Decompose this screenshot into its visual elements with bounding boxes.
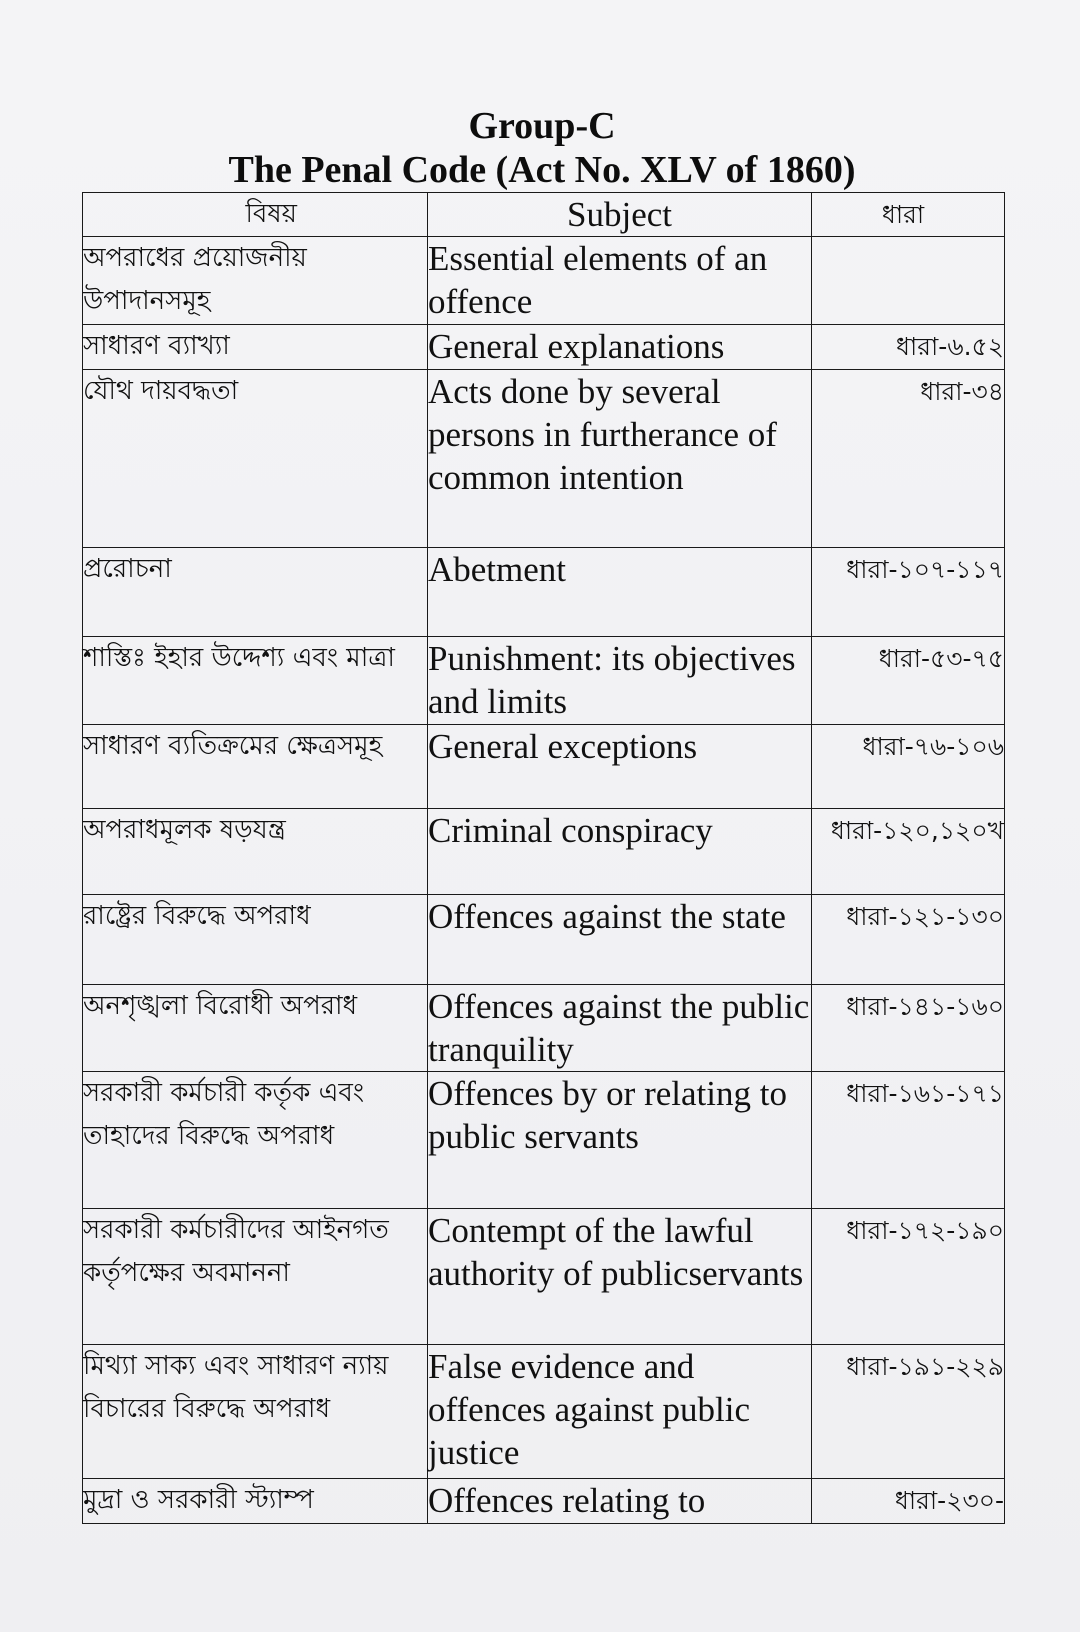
row-section: ধারা-৬.৫২ (812, 325, 1005, 370)
row-section: ধারা-১৭২-১৯০ (812, 1209, 1005, 1345)
row-bengali-topic: অপরাধের প্রয়োজনীয় উপাদানসমূহ (83, 237, 428, 325)
row-english-subject: Offences by or relating to public servants (428, 1072, 812, 1209)
row-english-subject: Offences relating to (428, 1479, 812, 1524)
header-bishoy: বিষয় (83, 193, 428, 237)
row-english-subject: Punishment: its objectives and limits (428, 637, 812, 725)
row-section: ধারা-২৩০- (812, 1479, 1005, 1524)
row-bengali-topic: মুদ্রা ও সরকারী স্ট্যাম্প (83, 1479, 428, 1524)
row-english-subject: Offences against the public tranquility (428, 985, 812, 1072)
row-english-subject: Abetment (428, 548, 812, 637)
row-english-subject: Criminal conspiracy (428, 809, 812, 895)
row-bengali-topic: যৌথ দায়বদ্ধতা (83, 370, 428, 548)
row-english-subject: Contempt of the lawful authority of publicservants (428, 1209, 812, 1345)
table-row (83, 637, 1005, 725)
table-row (83, 325, 1005, 370)
row-english-subject: General explanations (428, 325, 812, 370)
row-bengali-topic: মিথ্যা সাক্য এবং সাধারণ ন্যায় বিচারের বিরুদ্ধে অপরাধ (83, 1345, 428, 1479)
row-section: ধারা-১৯১-২২৯ (812, 1345, 1005, 1479)
table-row (83, 725, 1005, 809)
row-bengali-topic: রাষ্ট্রের বিরুদ্ধে অপরাধ (83, 895, 428, 985)
table-row (83, 1209, 1005, 1345)
table-row (83, 370, 1005, 548)
table-row (83, 1479, 1005, 1524)
row-english-subject: General exceptions (428, 725, 812, 809)
row-section: ধারা-১৪১-১৬০ (812, 985, 1005, 1072)
row-section: ধারা-১০৭-১১৭ (812, 548, 1005, 637)
row-english-subject: Acts done by several persons in furtherance of common intention (428, 370, 812, 548)
table-row (83, 1345, 1005, 1479)
row-bengali-topic: অপরাধমূলক ষড়যন্ত্র (83, 809, 428, 895)
table-row (83, 809, 1005, 895)
header-subject: Subject (428, 193, 812, 237)
row-section: ধারা-১২১-১৩০ (812, 895, 1005, 985)
table-row (83, 237, 1005, 325)
row-bengali-topic: সরকারী কর্মচারী কর্তৃক এবং তাহাদের বিরুদ্ধে অপরাধ (83, 1072, 428, 1209)
table-row (83, 1072, 1005, 1209)
row-english-subject: Essential elements of an offence (428, 237, 812, 325)
group-title: Group-C (468, 105, 616, 147)
row-section: ধারা-৫৩-৭৫ (812, 637, 1005, 725)
row-bengali-topic: সরকারী কর্মচারীদের আইনগত কর্তৃপক্ষের অবমাননা (83, 1209, 428, 1345)
row-section (812, 237, 1005, 325)
row-section: ধারা-৩৪ (812, 370, 1005, 548)
row-bengali-topic: সাধারণ ব্যাখ্যা (83, 325, 428, 370)
act-title: The Penal Code (Act No. XLV of 1860) (228, 149, 856, 191)
row-english-subject: Offences against the state (428, 895, 812, 985)
row-section: ধারা-১২০,১২০খ (812, 809, 1005, 895)
row-bengali-topic: অনশৃঙ্খলা বিরোধী অপরাধ (83, 985, 428, 1072)
header-dhara: ধারা (812, 193, 1005, 237)
table-row (83, 985, 1005, 1072)
row-bengali-topic: শাস্তিঃ ইহার উদ্দেশ্য এবং মাত্রা (83, 637, 428, 725)
penal-code-table (82, 192, 1005, 1524)
table-row (83, 895, 1005, 985)
table-row (83, 548, 1005, 637)
row-section: ধারা-১৬১-১৭১ (812, 1072, 1005, 1209)
table-header-row (83, 193, 1005, 237)
row-section: ধারা-৭৬-১০৬ (812, 725, 1005, 809)
row-bengali-topic: সাধারণ ব্যতিক্রমের ক্ষেত্রসমূহ (83, 725, 428, 809)
row-english-subject: False evidence and offences against public justice (428, 1345, 812, 1479)
row-bengali-topic: প্ররোচনা (83, 548, 428, 637)
